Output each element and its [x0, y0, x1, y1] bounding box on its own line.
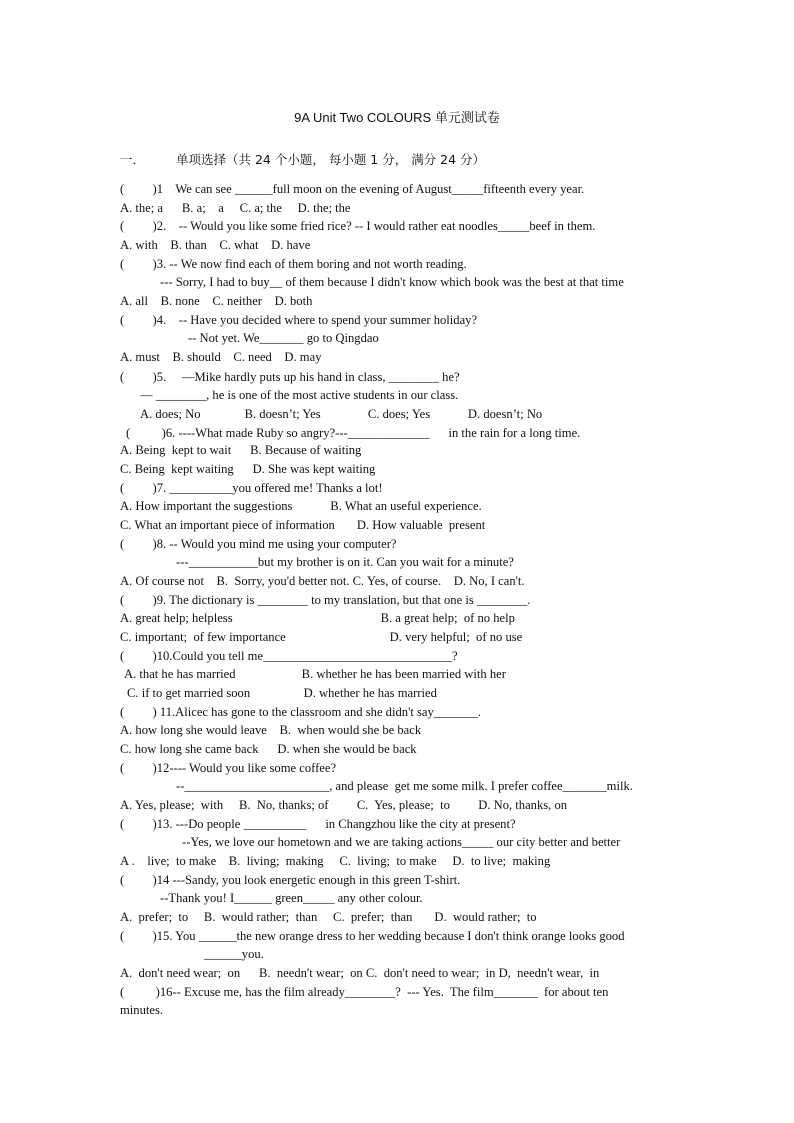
- question-line: --Yes, we love our hometown and we are taking actions_____ our city better and better: [182, 835, 621, 849]
- question-line: ( )15. You ______the new orange dress to her wedding because I don't think orange looks good: [120, 929, 625, 943]
- question-line: — ________, he is one of the most active students in our class.: [140, 388, 459, 402]
- question-line: A. Of course not B. Sorry, you'd better not. C. Yes, of course. D. No, I can't.: [120, 574, 525, 588]
- section-heading: [120, 150, 485, 168]
- question-line: ( )16-- Excuse me, has the film already________? --- Yes. The film_______ for about ten: [120, 985, 609, 999]
- question-line: -- Not yet. We_______ go to Qingdao: [188, 331, 379, 345]
- question-line: A. great help; helpless B. a great help; of no help: [120, 611, 515, 625]
- question-line: ( )10.Could you tell me______________________________?: [120, 649, 458, 663]
- section-number: 一．: [120, 152, 146, 167]
- question-line: A. all B. none C. neither D. both: [120, 294, 313, 308]
- question-line: --Thank you! I______ green_____ any other colour.: [160, 891, 423, 905]
- question-line: C. how long she came back D. when she would be back: [120, 742, 417, 756]
- question-line: A. that he has married B. whether he has been married with her: [124, 667, 506, 681]
- question-line: C. if to get married soon D. whether he has married: [127, 686, 437, 700]
- question-line: ( )4. -- Have you decided where to spend your summer holiday?: [120, 313, 478, 327]
- question-line: A. the; a B. a; a C. a; the D. the; the: [120, 201, 351, 215]
- question-line: A . live; to make B. living; making C. living; to make D. to live; making: [120, 854, 551, 868]
- question-line: C. important; of few importance D. very helpful; of no use: [120, 630, 523, 644]
- section-instructions: 单项选择（共 24 个小题， 每小题 1 分， 满分 24 分）: [176, 152, 486, 167]
- question-line: ( )14 ---Sandy, you look energetic enough in this green T-shirt.: [120, 873, 461, 887]
- question-line: A. must B. should C. need D. may: [120, 350, 322, 364]
- question-line: ---___________but my brother is on it. Can you wait for a minute?: [176, 555, 514, 569]
- question-line: A. prefer; to B. would rather; than C. prefer; than D. would rather; to: [120, 910, 537, 924]
- question-line: ( )7. __________you offered me! Thanks a lot!: [120, 481, 383, 495]
- question-line: A. Yes, please; with B. No, thanks; of C. Yes, please; to D. No, thanks, on: [120, 798, 568, 812]
- question-line: minutes.: [120, 1003, 164, 1017]
- question-line: A. don't need wear; on B. needn't wear; on C. don't need to wear; in D, needn't wear, in: [120, 966, 600, 980]
- question-line: ( )12---- Would you like some coffee?: [120, 761, 337, 775]
- question-line: A. how long she would leave B. when would she be back: [120, 723, 422, 737]
- question-line: ( ) 11.Alicec has gone to the classroom and she didn't say_______.: [120, 705, 482, 719]
- question-line: ( )3. -- We now find each of them boring and not worth reading.: [120, 257, 467, 271]
- question-line: ( )1 We can see ______full moon on the evening of August_____fifteenth every year.: [120, 182, 585, 196]
- question-line: ( )5. —Mike hardly puts up his hand in class, ________ he?: [120, 370, 460, 384]
- question-line: A. Being kept to wait B. Because of waiting: [120, 443, 362, 457]
- question-line: ( )9. The dictionary is ________ to my translation, but that one is ________.: [120, 593, 531, 607]
- question-line: C. What an important piece of information D. How valuable present: [120, 518, 486, 532]
- question-line: ( )2. -- Would you like some fried rice? -- I would rather eat noodles_____beef in them.: [120, 219, 596, 233]
- question-line: --- Sorry, I had to buy__ of them because I didn't know which book was the best at that time: [160, 275, 624, 289]
- question-line: A. does; No B. doesn’t; Yes C. does; Yes D. doesn’t; No: [140, 407, 543, 421]
- question-line: C. Being kept waiting D. She was kept waiting: [120, 462, 376, 476]
- question-line: ( )6. ----What made Ruby so angry?---_____________ in the rain for a long time.: [126, 426, 581, 440]
- question-line: ( )8. -- Would you mind me using your computer?: [120, 537, 397, 551]
- page-title: 9A Unit Two COLOURS 单元测试卷: [294, 110, 500, 125]
- question-line: A. How important the suggestions B. What an useful experience.: [120, 499, 482, 513]
- question-line: --_______________________, and please get me some milk. I prefer coffee_______milk.: [176, 779, 633, 793]
- question-line: A. with B. than C. what D. have: [120, 238, 311, 252]
- question-line: ______you.: [204, 947, 264, 961]
- question-line: ( )13. ---Do people __________ in Changzhou like the city at present?: [120, 817, 516, 831]
